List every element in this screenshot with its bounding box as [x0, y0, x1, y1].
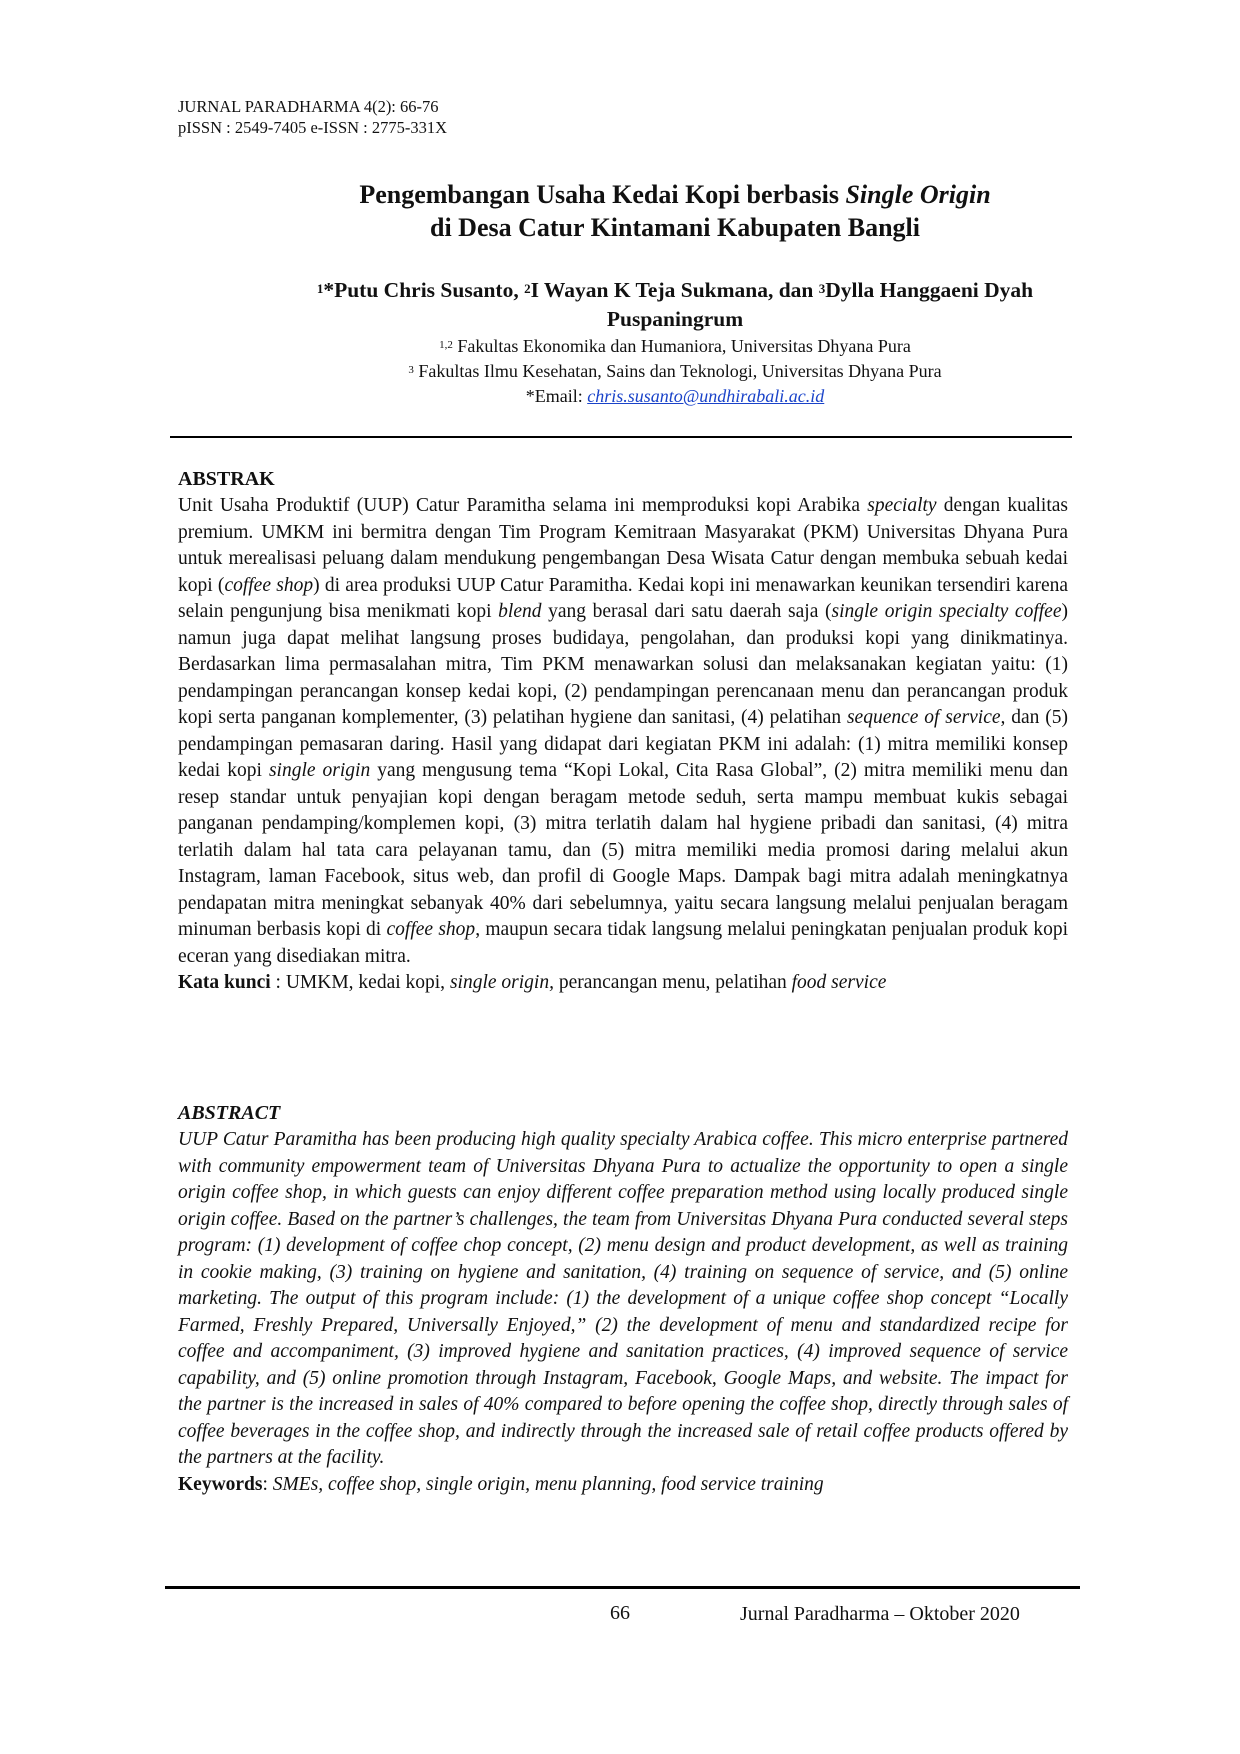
abstract-section: [178, 1100, 1068, 1498]
author-list: [150, 276, 1200, 334]
paper-title: [150, 178, 1200, 244]
abstrak-keywords: Kata kunci : UMKM, kedai kopi, single origin, perancangan menu, pelatihan food service: [178, 972, 887, 993]
page-number: 66: [610, 1602, 630, 1624]
abstract-body: UUP Catur Paramitha has been producing high quality specialty Arabica coffee. This micro enterprise partnered with community empowerment team of Universitas Dhyana Pura to actualize the opportunity to open a single origin coffee shop, in which guests can enjoy different coffee preparation method using locally produced single origin coffee. Based on the partner’s challenges, the team from Universitas Dhyana Pura conducted several steps program: (1) development of coffee chop concept, (2) menu design and product development, as well as training in cookie making, (3) training on hygiene and sanitation, (4) training on sequence of service, and (5) online marketing. The output of this program include: (1) the development of a unique coffee shop concept “Locally Farmed, Freshly Prepared, Universally Enjoyed,” (2) the development of menu and standardized recipe for coffee and accompaniment, (3) improved hygiene and sanitation practices, (4) improved sequence of service capability, and (5) online promotion through Instagram, Facebook, Google Maps, and website. The impact for the partner is the increased in sales of 40% compared to before opening the coffee shop, directly through sales of coffee beverages in the coffee shop, and indirectly through the increased sale of retail coffee products offered by the partners at the facility.: [178, 1129, 1068, 1468]
author-3: Dylla Hanggaeni Dyah: [825, 278, 1034, 302]
footer-journal-name: Jurnal Paradharma – Oktober 2020: [740, 1603, 1020, 1625]
email-line: *Email: chris.susanto@undhirabali.ac.id: [525, 386, 825, 406]
affiliation-1: $^{1,2}$ Fakultas Ekonomika dan Humaniora, Universitas Dhyana Pura: [439, 336, 911, 356]
abstrak-body: Unit Usaha Produktif (UUP) Catur Paramitha selama ini memproduksi kopi Arabika specialty dengan kualitas premium. UMKM ini bermitra dengan Tim Program Kemitraan Masyarakat (PKM) Universitas Dhyana Pura untuk merealisasi peluang dalam mendukung pengembangan Desa Wisata Catur dengan membuka sebuah kedai kopi (coffee shop) di area produksi UUP Catur Paramitha. Kedai kopi ini menawarkan keunikan tersendiri karena selain pengunjung bisa menikmati kopi blend yang berasal dari satu daerah saja (single origin specialty coffee) namun juga dapat melihat langsung proses budidaya, pengolahan, dan produksi kopi yang dinikmatinya. Berdasarkan lima permasalahan mitra, Tim PKM menawarkan solusi dan melaksanakan kegiatan yaitu: (1) pendampingan perancangan konsep kedai kopi, (2) pendampingan perencanaan menu dan perancangan produk kopi serta panganan komplementer, (3) pelatihan hygiene dan sanitasi, (4) pelatihan sequence of service, dan (5) pendampingan pemasaran daring. Hasil yang didapat dari kegiatan PKM ini adalah: (1) mitra memiliki konsep kedai kopi single origin yang mengusung tema “Kopi Lokal, Cita Rasa Global”, (2) mitra memiliki menu dan resep standar untuk penyajian kopi dengan beragam metode seduh, serta mampu membuat kukis sebagai panganan pendamping/komplemen kopi, (3) mitra terlatih dalam hal hygiene pribadi dan sanitasi, (4) mitra terlatih dalam hal tata cara pelayanan tamu, dan (5) mitra memiliki media promosi daring melalui akun Instagram, laman Facebook, situs web, dan profil di Google Maps. Dampak bagi mitra adalah meningkatnya pendapatan mitra meningkat sebanyak 40% dari sebelumnya, yaitu secara langsung melalui penjualan beragam minuman berbasis kopi di coffee shop, maupun secara tidak langsung melalui peningkatan penjualan produk kopi eceran yang disediakan mitra.: [178, 495, 1069, 967]
abstrak-heading: ABSTRAK: [178, 468, 275, 490]
affiliations: [150, 334, 1200, 409]
abstrak-section: [178, 466, 1068, 997]
title-line-1: Pengembangan Usaha Kedai Kopi berbasis Single Origin: [359, 180, 991, 209]
footer-divider: [165, 1586, 1080, 1589]
title-line-2: di Desa Catur Kintamani Kabupaten Bangli: [429, 213, 920, 242]
authors-line-2: Puspaningrum: [606, 307, 744, 331]
authors-line-1: $^1$*Putu Chris Susanto, $^2$I Wayan K Teja Sukmana, dan $^3$Dylla Hanggaeni Dyah: [316, 278, 1034, 302]
author-1: *Putu Chris Susanto,: [323, 278, 525, 302]
email-link[interactable]: chris.susanto@undhirabali.ac.id: [587, 386, 825, 406]
affiliation-2: $^3$ Fakultas Ilmu Kesehatan, Sains dan Teknologi, Universitas Dhyana Pura: [408, 361, 942, 381]
journal-citation: JURNAL PARADHARMA 4(2): 66-76: [178, 97, 439, 116]
author-2: I Wayan K Teja Sukmana, dan: [530, 278, 819, 302]
abstract-heading: ABSTRACT: [178, 1102, 281, 1124]
running-header: [178, 96, 447, 138]
issn-line: pISSN : 2549-7405 e-ISSN : 2775-331X: [178, 118, 448, 137]
header-divider: [170, 436, 1072, 438]
abstract-keywords: Keywords: SMEs, coffee shop, single origin, menu planning, food service training: [178, 1473, 824, 1495]
